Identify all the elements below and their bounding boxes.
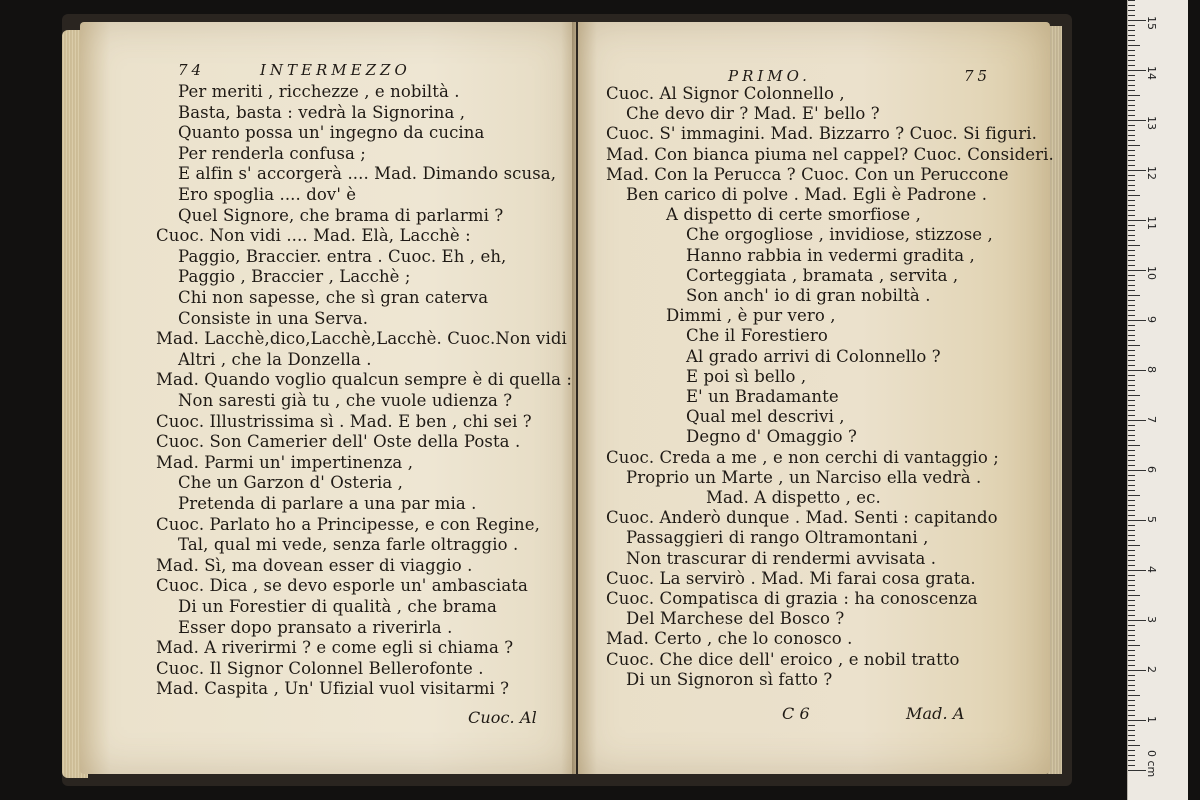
text-line: Che devo dir ? Mad. E' bello ? — [626, 104, 880, 124]
ruler-tick — [1128, 415, 1135, 416]
ruler-tick — [1128, 495, 1140, 496]
text-line: Mad. Quando voglio qualcun sempre è di quella : — [156, 370, 573, 390]
ruler-tick — [1128, 210, 1135, 211]
text-line: Cuoc. Al Signor Colonnello , — [606, 84, 845, 103]
ruler-tick — [1128, 235, 1135, 236]
ruler-tick — [1128, 5, 1135, 6]
ruler-tick — [1128, 380, 1135, 381]
ruler-tick — [1128, 265, 1135, 266]
ruler-tick — [1128, 675, 1135, 676]
ruler-tick — [1128, 30, 1135, 31]
ruler-tick — [1128, 585, 1135, 586]
ruler-tick — [1128, 155, 1135, 156]
ruler-tick — [1128, 95, 1140, 96]
text-line: Basta, basta : vedrà la Signorina , — [178, 102, 466, 122]
ruler-tick — [1128, 215, 1135, 216]
ruler-tick — [1128, 515, 1135, 516]
ruler-tick — [1128, 360, 1135, 361]
text-line: Che un Garzon d' Osteria , — [178, 473, 403, 493]
text-line: Cuoc. Illustrissima sì . Mad. E ben , chi sei ? — [156, 411, 532, 431]
ruler-tick — [1128, 340, 1135, 341]
ruler-tick — [1128, 0, 1135, 1]
ruler-tick — [1128, 395, 1140, 396]
ruler-tick — [1128, 510, 1135, 511]
ruler-tick — [1128, 125, 1135, 126]
ruler-tick — [1128, 540, 1135, 541]
ruler-tick — [1128, 220, 1146, 221]
ruler-tick — [1128, 455, 1135, 456]
ruler-tick — [1128, 690, 1135, 691]
ruler-tick — [1128, 135, 1135, 136]
ruler-tick — [1128, 755, 1135, 756]
ruler-tick — [1128, 480, 1135, 481]
ruler-number: 11 — [1145, 216, 1158, 230]
text-line: Esser dopo pransato a riverirla . — [178, 617, 453, 637]
text-line: Non trascurar di rendermi avvisata . — [626, 548, 937, 568]
ruler-tick — [1128, 555, 1135, 556]
ruler-tick — [1128, 15, 1135, 16]
text-line: Paggio , Braccier , Lacchè ; — [178, 267, 411, 287]
text-line: Pretenda di parlare a una par mia . — [178, 494, 477, 513]
ruler-tick — [1128, 280, 1135, 281]
ruler-tick — [1128, 25, 1135, 26]
ruler-tick — [1128, 695, 1140, 696]
ruler-tick — [1128, 160, 1135, 161]
ruler-tick — [1128, 725, 1135, 726]
text-line: Cuoc. Anderò dunque . Mad. Senti : capitando — [606, 508, 998, 528]
ruler-tick — [1128, 345, 1140, 346]
text-line: Quel Signore, che brama di parlarmi ? — [178, 205, 504, 225]
ruler-tick — [1128, 45, 1140, 46]
ruler-tick — [1128, 370, 1146, 371]
ruler-tick — [1128, 700, 1135, 701]
ruler-tick — [1128, 120, 1146, 121]
text-line: Mad. Con la Perucca ? Cuoc. Con un Peruccone — [606, 164, 1009, 184]
text-line: Cuoc. Il Signor Colonnel Bellerofonte . — [156, 658, 484, 678]
ruler-tick — [1128, 200, 1135, 201]
text-line: Cuoc. S' immagini. Mad. Bizzarro ? Cuoc. Si figuri. — [606, 124, 1037, 144]
ruler-tick — [1128, 310, 1135, 311]
ruler-tick — [1128, 335, 1135, 336]
ruler-tick — [1128, 470, 1146, 471]
ruler-tick — [1128, 320, 1146, 321]
ruler-tick — [1128, 75, 1135, 76]
text-line: Mad. Sì, ma dovean esser di viaggio . — [156, 555, 473, 575]
text-line: Corteggiata , bramata , servita , — [686, 265, 959, 285]
ruler-tick — [1128, 315, 1135, 316]
ruler-tick — [1128, 665, 1135, 666]
right-running-head: PRIMO. — [728, 67, 811, 85]
ruler-number: 12 — [1145, 166, 1158, 180]
ruler-tick — [1128, 600, 1135, 601]
ruler-tick — [1128, 190, 1135, 191]
ruler-tick — [1128, 485, 1135, 486]
text-line: Consiste in una Serva. — [178, 308, 369, 328]
ruler-tick — [1128, 650, 1135, 651]
ruler-number: 15 — [1145, 16, 1158, 30]
ruler-tick — [1128, 685, 1135, 686]
ruler-tick — [1128, 565, 1135, 566]
ruler-tick — [1128, 525, 1135, 526]
ruler-tick — [1128, 545, 1140, 546]
text-line: Mad. A riverirmi ? e come egli si chiama ? — [156, 638, 514, 658]
ruler-tick — [1128, 270, 1146, 271]
text-line: Cuoc. Che dice dell' eroico , e nobil tratto — [606, 649, 960, 669]
ruler-tick — [1128, 590, 1135, 591]
left-catchword: Cuoc. Al — [468, 708, 537, 727]
ruler-tick — [1128, 100, 1135, 101]
left-running-head: INTERMEZZO — [260, 61, 411, 79]
left-page-number: 74 — [178, 61, 206, 79]
ruler-number: 10 — [1145, 266, 1158, 280]
ruler-tick — [1128, 325, 1135, 326]
ruler-number: 2 — [1145, 666, 1158, 673]
ruler-tick — [1128, 50, 1135, 51]
ruler-tick — [1128, 365, 1135, 366]
ruler-tick — [1128, 605, 1135, 606]
ruler-tick — [1128, 130, 1135, 131]
text-line: Per renderla confusa ; — [178, 143, 366, 163]
ruler-tick — [1128, 305, 1135, 306]
ruler-tick — [1128, 635, 1135, 636]
ruler-tick — [1128, 245, 1140, 246]
text-line: Passaggieri di rango Oltramontani , — [626, 528, 929, 548]
ruler-tick — [1128, 150, 1135, 151]
ruler-tick — [1128, 535, 1135, 536]
text-line: Degno d' Omaggio ? — [686, 427, 857, 447]
text-line: Del Marchese del Bosco ? — [626, 609, 845, 629]
text-line: Cuoc. Compatisca di grazia : ha conoscenza — [606, 589, 978, 608]
ruler-tick — [1128, 165, 1135, 166]
text-line: Hanno rabbia in vedermi gradita , — [686, 245, 975, 265]
ruler-number: 5 — [1145, 516, 1158, 523]
ruler-tick — [1128, 35, 1135, 36]
ruler-tick — [1128, 285, 1135, 286]
ruler-tick — [1128, 115, 1135, 116]
ruler-number: 4 — [1145, 566, 1158, 573]
ruler-number: 14 — [1145, 66, 1158, 80]
text-line: Ero spoglia .... dov' è — [178, 185, 357, 204]
ruler-tick — [1128, 490, 1135, 491]
ruler-tick — [1128, 720, 1146, 721]
ruler-tick — [1128, 610, 1135, 611]
ruler-tick — [1128, 475, 1135, 476]
ruler-tick — [1128, 140, 1135, 141]
ruler-tick — [1128, 580, 1135, 581]
text-line: Che orgogliose , invidiose, stizzose , — [686, 225, 993, 245]
ruler-tick — [1128, 710, 1135, 711]
text-line: Cuoc. Son Camerier dell' Oste della Posta . — [156, 432, 521, 452]
ruler-tick — [1128, 460, 1135, 461]
ruler-tick — [1128, 705, 1135, 706]
ruler-tick — [1128, 435, 1135, 436]
text-line: E alfin s' accorgerà .... Mad. Dimando scusa, — [178, 164, 557, 184]
ruler-zero: 0 cm — [1145, 750, 1158, 778]
ruler-number: 7 — [1145, 416, 1158, 423]
ruler-tick — [1128, 750, 1135, 751]
ruler-tick — [1128, 645, 1140, 646]
text-line: Proprio un Marte , un Narciso ella vedrà . — [626, 467, 982, 487]
ruler-tick — [1128, 430, 1135, 431]
ruler-number: 9 — [1145, 316, 1158, 323]
ruler-tick — [1128, 295, 1140, 296]
ruler-tick — [1128, 375, 1135, 376]
text-line: Qual mel descrivi , — [686, 407, 845, 427]
ruler-tick — [1128, 575, 1135, 576]
text-line: Di un Signoron sì fatto ? — [626, 669, 833, 689]
ruler-tick — [1128, 670, 1146, 671]
ruler-number: 13 — [1145, 116, 1158, 130]
ruler-tick — [1128, 240, 1135, 241]
ruler-tick — [1128, 760, 1135, 761]
ruler-number: 1 — [1145, 716, 1158, 723]
text-line: Cuoc. Non vidi .... Mad. Elà, Lacchè : — [156, 226, 471, 246]
text-line: Mad. Parmi un' impertinenza , — [156, 452, 414, 472]
text-line: Mad. Certo , che lo conosco . — [606, 629, 853, 649]
right-signature: C 6 — [782, 704, 810, 723]
ruler-tick — [1128, 20, 1146, 21]
ruler-tick — [1128, 175, 1135, 176]
ruler-tick — [1128, 660, 1135, 661]
text-line: Cuoc. Creda a me , e non cerchi di vantaggio ; — [606, 447, 999, 467]
ruler-tick — [1128, 445, 1140, 446]
text-line: Che il Forestiero — [686, 326, 828, 346]
left-page — [80, 22, 576, 774]
ruler-tick — [1128, 570, 1146, 571]
ruler-tick — [1128, 80, 1135, 81]
text-line: Al grado arrivi di Colonnello ? — [686, 346, 941, 366]
ruler-tick — [1128, 255, 1135, 256]
ruler-tick — [1128, 60, 1135, 61]
ruler-tick — [1128, 390, 1135, 391]
ruler-tick — [1128, 595, 1140, 596]
ruler-tick — [1128, 400, 1135, 401]
ruler-tick — [1128, 300, 1135, 301]
ruler-tick — [1128, 615, 1135, 616]
ruler-tick — [1128, 70, 1146, 71]
text-line: Cuoc. Dica , se devo esporle un' ambasciata — [156, 576, 528, 596]
text-line: Mad. Lacchè,dico,Lacchè,Lacchè. Cuoc.Non vidi — [156, 329, 567, 349]
ruler-tick — [1128, 680, 1135, 681]
ruler-tick — [1128, 560, 1135, 561]
ruler-number: 3 — [1145, 616, 1158, 623]
ruler-tick — [1128, 330, 1135, 331]
ruler-tick — [1128, 110, 1135, 111]
ruler-tick — [1128, 740, 1135, 741]
ruler-tick — [1128, 405, 1135, 406]
ruler-tick — [1128, 625, 1135, 626]
ruler-number: 6 — [1145, 466, 1158, 473]
ruler-tick — [1128, 40, 1135, 41]
ruler-tick — [1128, 225, 1135, 226]
ruler-tick — [1128, 385, 1135, 386]
text-line: Di un Forestier di qualità , che brama — [178, 597, 497, 616]
right-page — [578, 22, 1054, 774]
ruler-tick — [1128, 410, 1135, 411]
ruler-tick — [1128, 275, 1135, 276]
ruler-tick — [1128, 655, 1135, 656]
text-line: Mad. Con bianca piuma nel cappel? Cuoc. Consideri. — [606, 144, 1054, 164]
ruler-tick — [1128, 500, 1135, 501]
ruler-tick — [1128, 765, 1135, 766]
ruler-tick — [1128, 745, 1140, 746]
text-line: Mad. A dispetto , ec. — [706, 488, 881, 507]
ruler-tick — [1128, 250, 1135, 251]
ruler-tick — [1128, 180, 1135, 181]
ruler-tick — [1128, 90, 1135, 91]
right-page-number: 75 — [964, 67, 992, 85]
text-line: Ben carico di polve . Mad. Egli è Padrone . — [626, 185, 988, 204]
text-line: Tal, qual mi vede, senza farle oltraggio . — [178, 535, 519, 555]
ruler-tick — [1128, 530, 1135, 531]
ruler-tick — [1128, 420, 1146, 421]
text-line: Non saresti già tu , che vuole udienza ? — [178, 391, 513, 410]
text-line: Chi non sapesse, che sì gran caterva — [178, 288, 489, 307]
ruler-number: 8 — [1145, 366, 1158, 373]
ruler-tick — [1128, 55, 1135, 56]
ruler-tick — [1128, 640, 1135, 641]
text-line: E' un Bradamante — [686, 387, 839, 406]
right-catchword: Mad. A — [906, 704, 965, 723]
text-line: Mad. Caspita , Un' Ufizial vuol visitarmi ? — [156, 679, 510, 699]
text-line: A dispetto di certe smorfiose , — [666, 205, 921, 225]
ruler-tick — [1128, 730, 1135, 731]
ruler-tick — [1128, 230, 1135, 231]
ruler-tick — [1128, 205, 1135, 206]
text-line: Quanto possa un' ingegno da cucina — [178, 123, 485, 143]
text-line: Dimmi , è pur vero , — [666, 306, 836, 326]
ruler-tick — [1128, 105, 1135, 106]
text-line: Per meriti , ricchezze , e nobiltà . — [178, 82, 460, 101]
ruler-tick — [1128, 260, 1135, 261]
ruler-tick — [1128, 195, 1140, 196]
ruler-tick — [1128, 770, 1146, 771]
ruler-tick — [1128, 505, 1135, 506]
ruler-tick — [1128, 355, 1135, 356]
ruler-tick — [1128, 145, 1140, 146]
page-edges-right — [1048, 26, 1062, 774]
ruler-tick — [1128, 10, 1135, 11]
ruler-tick — [1128, 715, 1135, 716]
ruler-tick — [1128, 550, 1135, 551]
text-line: Cuoc. La servirò . Mad. Mi farai cosa grata. — [606, 568, 976, 588]
text-line: E poi sì bello , — [686, 366, 807, 386]
measuring-ruler — [1127, 0, 1188, 800]
ruler-tick — [1128, 620, 1146, 621]
ruler-tick — [1128, 290, 1135, 291]
ruler-tick — [1128, 520, 1146, 521]
ruler-tick — [1128, 170, 1146, 171]
ruler-tick — [1128, 735, 1135, 736]
text-line: Cuoc. Parlato ho a Principesse, e con Regine, — [156, 514, 540, 534]
text-line: Son anch' io di gran nobiltà . — [686, 286, 931, 305]
ruler-tick — [1128, 65, 1135, 66]
ruler-tick — [1128, 440, 1135, 441]
text-line: Altri , che la Donzella . — [178, 349, 372, 369]
text-line: Paggio, Braccier. entra . Cuoc. Eh , eh, — [178, 246, 507, 266]
ruler-tick — [1128, 85, 1135, 86]
ruler-tick — [1128, 450, 1135, 451]
ruler-tick — [1128, 630, 1135, 631]
ruler-tick — [1128, 350, 1135, 351]
ruler-tick — [1128, 465, 1135, 466]
ruler-tick — [1128, 425, 1135, 426]
ruler-tick — [1128, 185, 1135, 186]
